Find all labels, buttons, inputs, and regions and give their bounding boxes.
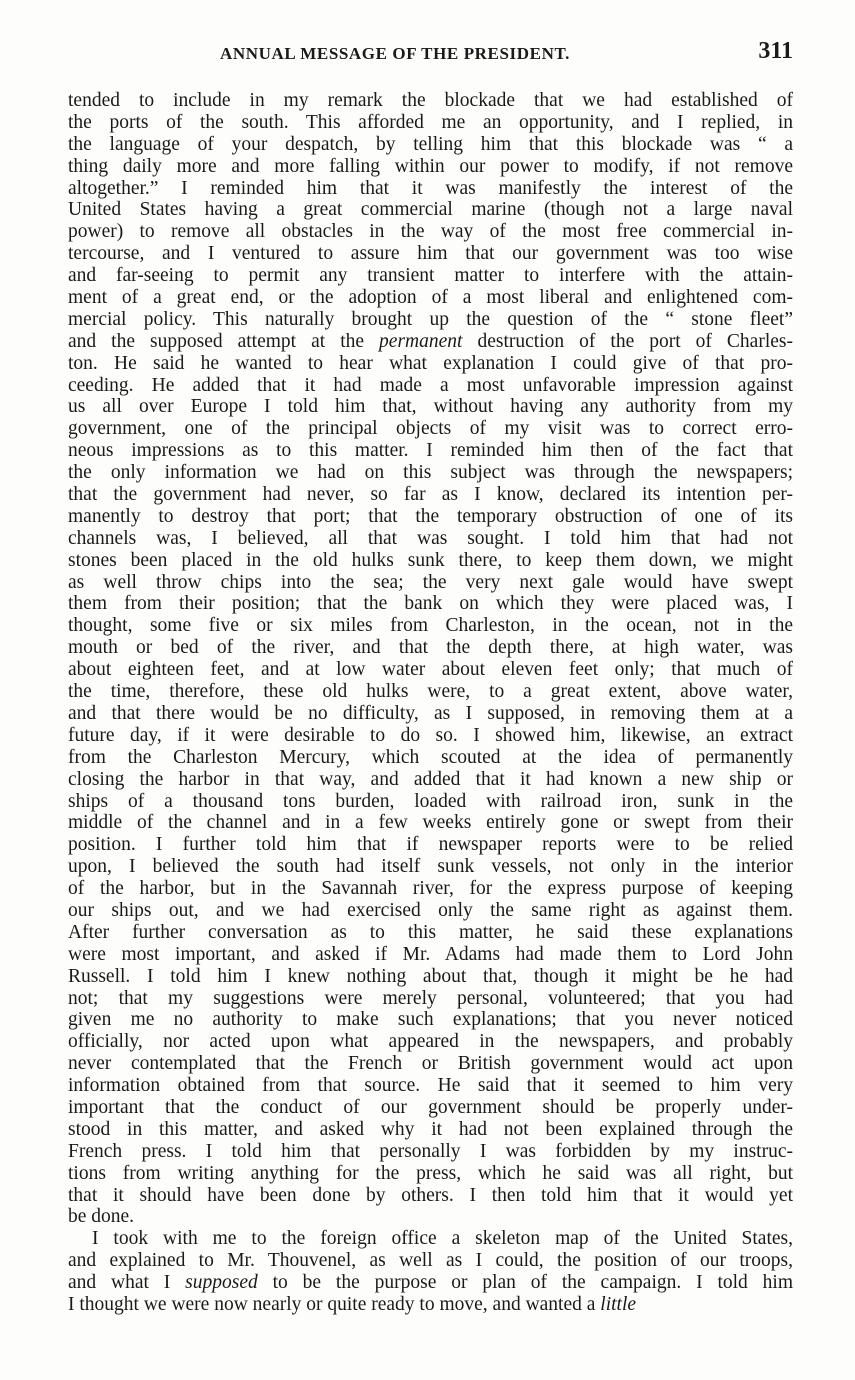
text-line: the language of your despatch, by telling him that this blockade was “ a xyxy=(68,133,793,155)
text-line: mouth or bed of the river, and that the depth there, at high water, was xyxy=(68,637,793,659)
text-line: mercial policy. This naturally brought up the question of the “ stone fleet” xyxy=(68,308,793,330)
text-line: never contemplated that the French or British government would act upon xyxy=(68,1053,793,1075)
text-line: I took with me to the foreign office a skeleton map of the United States, xyxy=(92,1228,793,1250)
page-number: 311 xyxy=(758,38,793,64)
text-line: After further conversation as to this matter, he said these explanations xyxy=(68,921,793,943)
text-line: and the supposed attempt at the permanent destruction of the port of Charles- xyxy=(68,330,793,352)
text-line: officially, nor acted upon what appeared in the newspapers, and probably xyxy=(68,1031,793,1053)
text-line: power) to remove all obstacles in the way of the most free commercial in- xyxy=(68,221,793,243)
text-line: be done. xyxy=(68,1206,135,1228)
text-line: ton. He said he wanted to hear what explanation I could give of that pro- xyxy=(68,352,793,374)
text-line: government, one of the principal objects of my visit was to correct erro- xyxy=(68,418,793,440)
text-line: French press. I told him that personally I was forbidden by my instruc- xyxy=(68,1140,793,1162)
text-line: altogether.” I reminded him that it was manifestly the interest of the xyxy=(68,177,793,199)
text-line: the only information we had on this subject was through the newspapers; xyxy=(68,462,793,484)
text-line: stones been placed in the old hulks sunk there, to keep them down, we might xyxy=(68,549,793,571)
running-header xyxy=(68,38,793,68)
text-line: thought, some five or six miles from Charleston, in the ocean, not in the xyxy=(68,615,793,637)
text-line: upon, I believed the south had itself sunk vessels, not only in the interior xyxy=(68,856,793,878)
text-line: were most important, and asked if Mr. Adams had made them to Lord John xyxy=(68,943,793,965)
text-line: thing daily more and more falling within our power to modify, if not remove xyxy=(68,155,793,177)
text-line: and that there would be no difficulty, as I supposed, in removing them at a xyxy=(68,702,793,724)
text-line: and far-seeing to permit any transient matter to interfere with the attain- xyxy=(68,265,793,287)
text-line: and explained to Mr. Thouvenel, as well as I could, the position of our troops, xyxy=(68,1250,793,1272)
text-line: information obtained from that source. He said that it seemed to him very xyxy=(68,1075,793,1097)
text-line: position. I further told him that if newspaper reports were to be relied xyxy=(68,834,793,856)
text-line: about eighteen feet, and at low water about eleven feet only; that much of xyxy=(68,659,793,681)
text-line: stood in this matter, and asked why it had not been explained through the xyxy=(68,1118,793,1140)
text-line: tions from writing anything for the press, which he said was all right, but xyxy=(68,1162,793,1184)
running-title: ANNUAL MESSAGE OF THE PRESIDENT. xyxy=(220,44,570,63)
text-line: important that the conduct of our government should be properly under- xyxy=(68,1096,793,1118)
text-line: neous impressions as to this matter. I reminded him then of the fact that xyxy=(68,440,793,462)
text-line: ment of a great end, or the adoption of a most liberal and enlightened com- xyxy=(68,287,793,309)
text-line: channels was, I believed, all that was sought. I told him that had not xyxy=(68,527,793,549)
text-line: ceeding. He added that it had made a most unfavorable impression against xyxy=(68,374,793,396)
body-text xyxy=(68,90,793,1316)
text-line: them from their position; that the bank on which they were placed was, I xyxy=(68,593,793,615)
text-line: us all over Europe I told him that, without having any authority from my xyxy=(68,396,793,418)
text-line: United States having a great commercial marine (though not a large naval xyxy=(68,199,793,221)
text-line: of the harbor, but in the Savannah river, for the express purpose of keeping xyxy=(68,878,793,900)
text-line: as well throw chips into the sea; the very next gale would have swept xyxy=(68,571,793,593)
text-line: manently to destroy that port; that the temporary obstruction of one of its xyxy=(68,505,793,527)
text-line: the ports of the south. This afforded me an opportunity, and I replied, in xyxy=(68,111,793,133)
text-line: that it should have been done by others. I then told him that it would yet xyxy=(68,1184,793,1206)
text-line: I thought we were now nearly or quite ready to move, and wanted a little xyxy=(68,1293,637,1315)
text-line: our ships out, and we had exercised only the same right as against them. xyxy=(68,899,793,921)
text-line: future day, if it were desirable to do so. I showed him, likewise, an extract xyxy=(68,724,793,746)
text-line: and what I supposed to be the purpose or plan of the campaign. I told him xyxy=(68,1272,793,1294)
text-line: not; that my suggestions were merely personal, volunteered; that you had xyxy=(68,987,793,1009)
text-line: tercourse, and I ventured to assure him that our government was too wise xyxy=(68,243,793,265)
text-line: closing the harbor in that way, and added that it had known a new ship or xyxy=(68,768,793,790)
text-line: ships of a thousand tons burden, loaded with railroad iron, sunk in the xyxy=(68,790,793,812)
text-line: given me no authority to make such explanations; that you never noticed xyxy=(68,1009,793,1031)
paragraph xyxy=(68,1228,793,1316)
text-line: from the Charleston Mercury, which scouted at the idea of permanently xyxy=(68,746,793,768)
paragraph xyxy=(68,90,793,1228)
text-line: Russell. I told him I knew nothing about that, though it might be he had xyxy=(68,965,793,987)
text-line: middle of the channel and in a few weeks entirely gone or swept from their xyxy=(68,812,793,834)
text-line: tended to include in my remark the blockade that we had established of xyxy=(68,90,793,111)
text-line: the time, therefore, these old hulks were, to a great extent, above water, xyxy=(68,681,793,703)
text-line: that the government had never, so far as I know, declared its intention per- xyxy=(68,484,793,506)
